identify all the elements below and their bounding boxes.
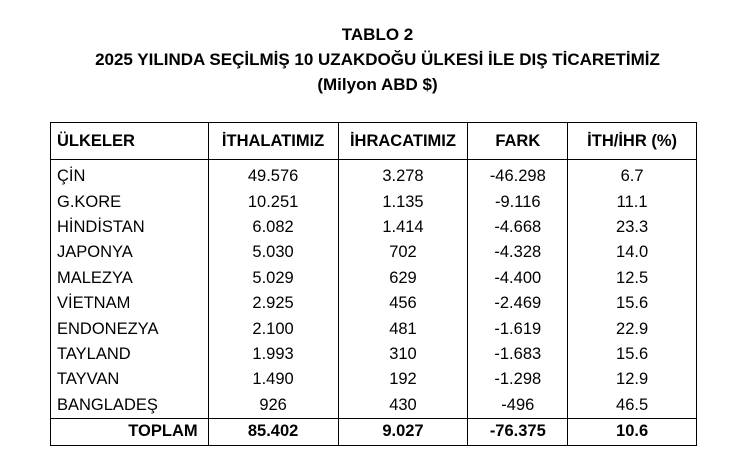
header-difference: FARK [468, 123, 568, 160]
cell-imports: 2.100 [208, 316, 338, 341]
total-label: TOPLAM [51, 418, 209, 445]
cell-exports: 481 [338, 316, 468, 341]
cell-ratio: 23.3 [568, 215, 697, 240]
table-title-block [0, 22, 755, 97]
cell-country: JAPONYA [51, 240, 209, 265]
cell-country: ÇİN [51, 160, 209, 190]
cell-imports: 49.576 [208, 160, 338, 190]
cell-ratio: 11.1 [568, 189, 697, 214]
cell-ratio: 14.0 [568, 240, 697, 265]
table-row [51, 160, 697, 190]
trade-table [50, 122, 697, 446]
cell-difference: -2.469 [468, 291, 568, 316]
total-exports: 9.027 [338, 418, 468, 445]
table-row [51, 291, 697, 316]
cell-exports: 1.414 [338, 215, 468, 240]
table-title: 2025 YILINDA SEÇİLMİŞ 10 UZAKDOĞU ÜLKESİ İLE DIŞ TİCARETİMİZ [95, 50, 660, 69]
cell-exports: 629 [338, 266, 468, 291]
cell-country: MALEZYA [51, 266, 209, 291]
cell-difference: -4.668 [468, 215, 568, 240]
table-row [51, 266, 697, 291]
total-ratio: 10.6 [568, 418, 697, 445]
cell-country: TAYLAND [51, 342, 209, 367]
cell-exports: 3.278 [338, 160, 468, 190]
table-number: TABLO 2 [341, 25, 414, 44]
cell-country: HİNDİSTAN [51, 215, 209, 240]
total-difference: -76.375 [468, 418, 568, 445]
cell-difference: -4.400 [468, 266, 568, 291]
cell-imports: 6.082 [208, 215, 338, 240]
cell-ratio: 22.9 [568, 316, 697, 341]
cell-imports: 5.030 [208, 240, 338, 265]
cell-imports: 926 [208, 393, 338, 419]
cell-difference: -496 [468, 393, 568, 419]
cell-exports: 456 [338, 291, 468, 316]
header-exports: İHRACATIMIZ [338, 123, 468, 160]
cell-imports: 5.029 [208, 266, 338, 291]
cell-ratio: 6.7 [568, 160, 697, 190]
cell-exports: 1.135 [338, 189, 468, 214]
cell-exports: 310 [338, 342, 468, 367]
table-row [51, 189, 697, 214]
header-country: ÜLKELER [51, 123, 209, 160]
cell-imports: 10.251 [208, 189, 338, 214]
cell-difference: -1.683 [468, 342, 568, 367]
table-row [51, 240, 697, 265]
cell-ratio: 12.9 [568, 367, 697, 392]
header-imports: İTHALATIMIZ [208, 123, 338, 160]
cell-country: ENDONEZYA [51, 316, 209, 341]
cell-ratio: 46.5 [568, 393, 697, 419]
cell-difference: -4.328 [468, 240, 568, 265]
cell-exports: 702 [338, 240, 468, 265]
cell-difference: -46.298 [468, 160, 568, 190]
cell-difference: -1.619 [468, 316, 568, 341]
header-ratio: İTH/İHR (%) [568, 123, 697, 160]
table-row [51, 393, 697, 419]
cell-exports: 430 [338, 393, 468, 419]
cell-imports: 2.925 [208, 291, 338, 316]
table-row [51, 316, 697, 341]
table-unit: (Milyon ABD $) [317, 75, 438, 94]
cell-difference: -9.116 [468, 189, 568, 214]
cell-ratio: 15.6 [568, 342, 697, 367]
cell-difference: -1.298 [468, 367, 568, 392]
table-row [51, 367, 697, 392]
total-imports: 85.402 [208, 418, 338, 445]
total-row [51, 418, 697, 445]
header-row [51, 123, 697, 160]
cell-exports: 192 [338, 367, 468, 392]
cell-ratio: 12.5 [568, 266, 697, 291]
cell-country: VİETNAM [51, 291, 209, 316]
table-row [51, 342, 697, 367]
cell-ratio: 15.6 [568, 291, 697, 316]
table-row [51, 215, 697, 240]
cell-country: TAYVAN [51, 367, 209, 392]
cell-country: G.KORE [51, 189, 209, 214]
cell-imports: 1.993 [208, 342, 338, 367]
cell-country: BANGLADEŞ [51, 393, 209, 419]
cell-imports: 1.490 [208, 367, 338, 392]
